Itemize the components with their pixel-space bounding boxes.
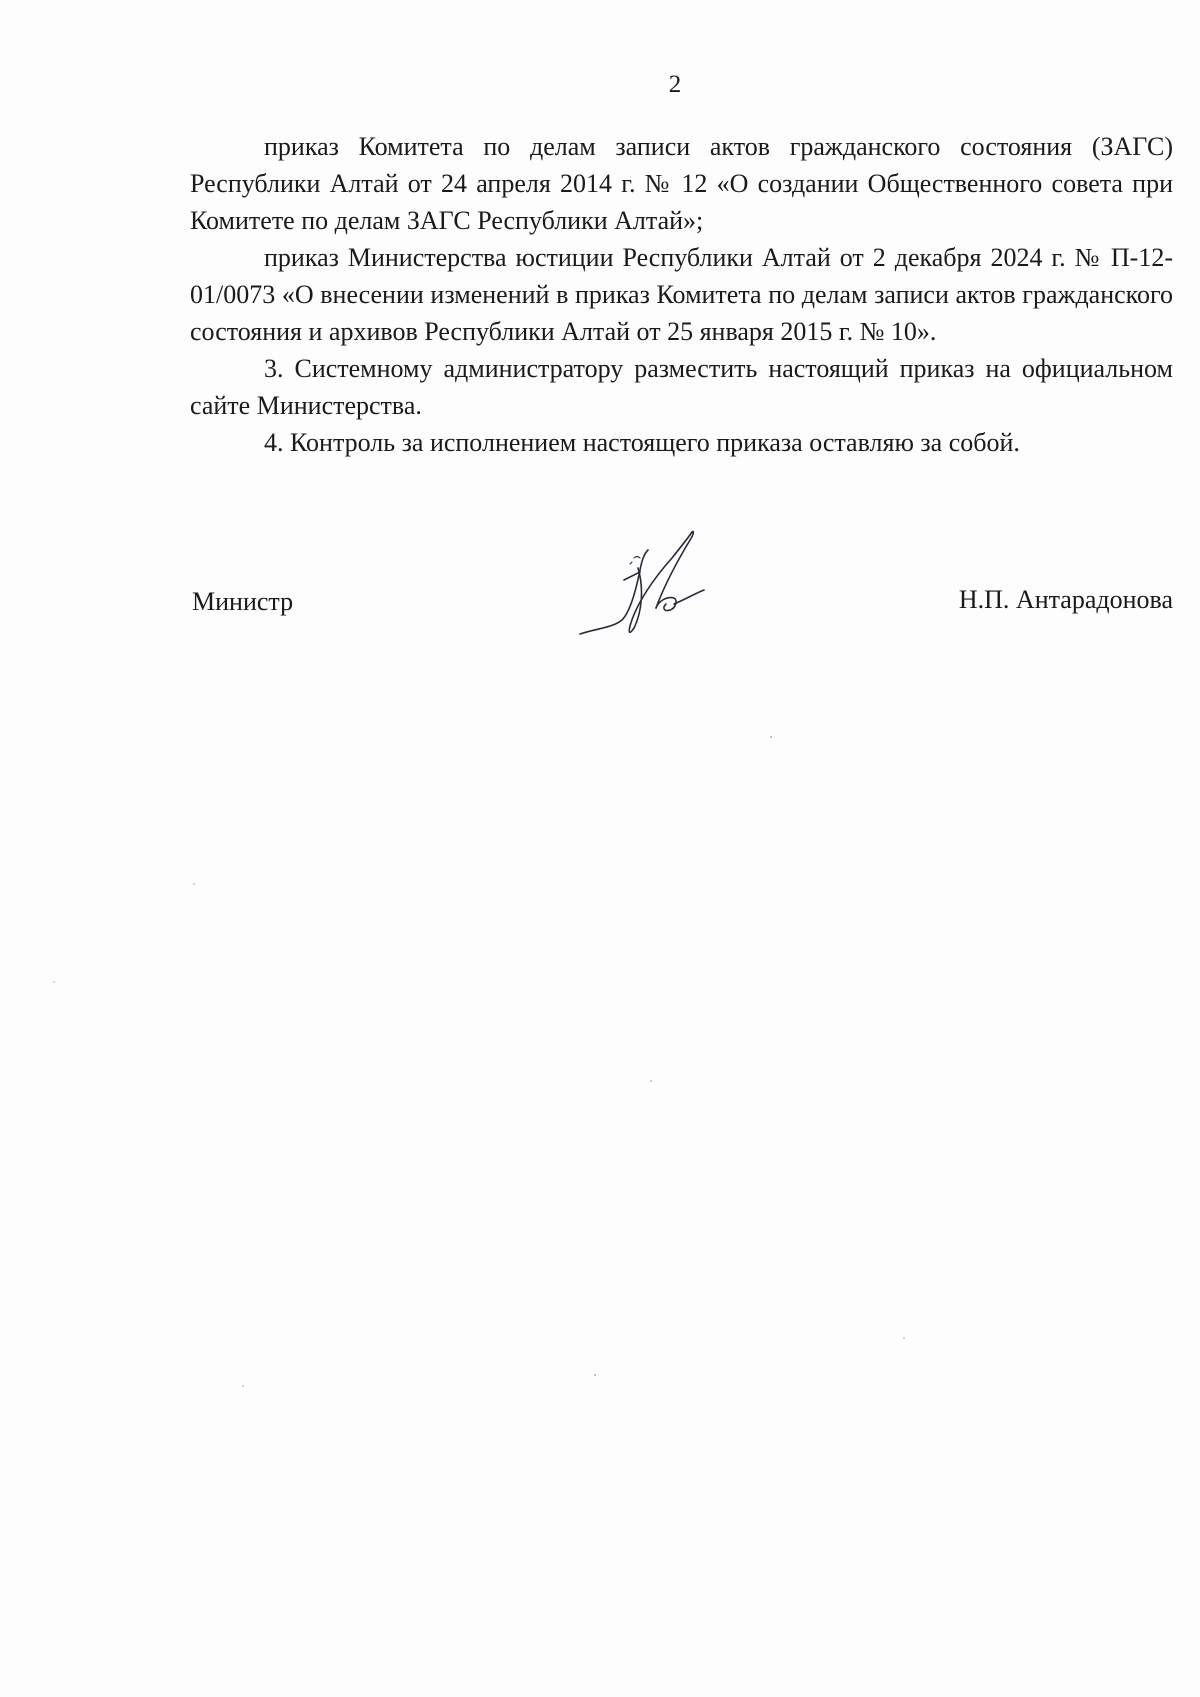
paragraph-item-4: 4. Контроль за исполнением настоящего приказа оставляю за собой. [264,428,1020,457]
signatory-title: Министр [192,587,294,616]
paragraph-order-ministry: приказ Министерства юстиции Республики Алтай от 2 декабря 2024 г. № П-12-01/0073 «О внесении изменений в приказ Комитета по делам записи актов гражданского состояния и архивов Республики Алтай от 25 января 2015 г. № 10». [190,243,1173,346]
signatory-name: Н.П. Антарадонова [958,585,1173,614]
paragraph-order-zags: приказ Комитета по делам записи актов гражданского состояния (ЗАГС) Республики Алтай от 24 апреля 2014 г. № 12 «О создании Общественного совета при Комитете по делам ЗАГС Республики Алтай»; [190,132,1173,235]
page-number: 2 [668,71,682,98]
paragraph-item-3: 3. Системному администратору разместить настоящий приказ на официальном сайте Министерства. [190,354,1173,420]
handwritten-signature-icon [578,528,728,643]
document-body [190,128,1173,461]
signature-block [190,528,1173,648]
